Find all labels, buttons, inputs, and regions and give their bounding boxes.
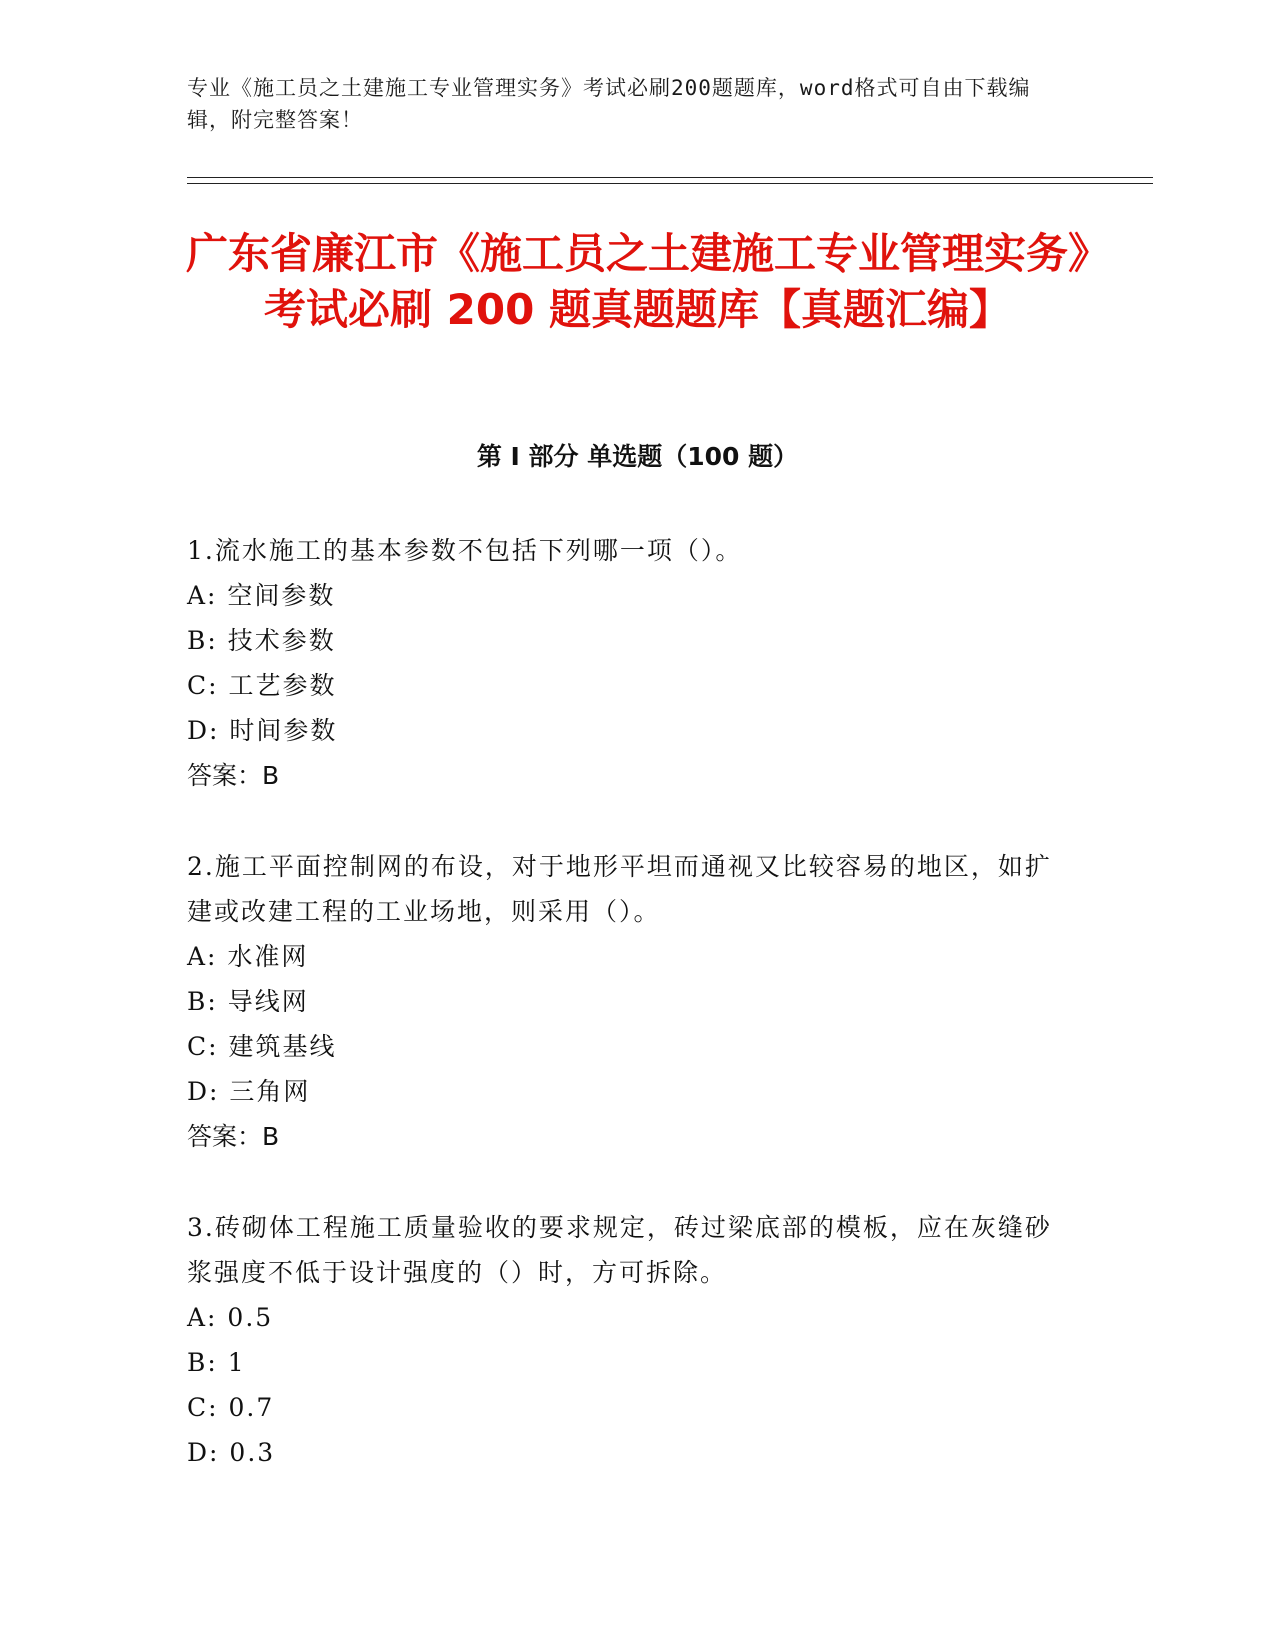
question-3 bbox=[187, 1205, 1067, 1475]
option-c: C: 建筑基线 bbox=[187, 1032, 337, 1061]
option-b: B: 1 bbox=[187, 1348, 246, 1377]
header-divider-bottom bbox=[187, 183, 1153, 184]
answer-line: 答案：B bbox=[187, 1122, 280, 1151]
question-stem: 3.砖砌体工程施工质量验收的要求规定，砖过梁底部的模板，应在灰缝砂浆强度不低于设计强度的（）时，方可拆除。 bbox=[187, 1213, 1052, 1287]
header-divider-top bbox=[187, 177, 1153, 178]
option-a: A: 水准网 bbox=[187, 942, 309, 971]
option-a: A: 空间参数 bbox=[187, 581, 336, 610]
answer-line: 答案：B bbox=[187, 761, 280, 790]
document-title: 广东省廉江市《施工员之土建施工专业管理实务》考试必刷 200 题真题题库【真题汇编】 bbox=[185, 229, 1089, 334]
option-c: C: 工艺参数 bbox=[187, 671, 337, 700]
option-b: B: 技术参数 bbox=[187, 626, 336, 655]
question-1 bbox=[187, 528, 1067, 798]
question-list bbox=[187, 528, 1067, 1521]
option-a: A: 0.5 bbox=[187, 1303, 274, 1332]
option-d: D: 时间参数 bbox=[187, 716, 338, 745]
header-note: 专业《施工员之土建施工专业管理实务》考试必刷200题题库，word格式可自由下载编辑，附完整答案！ bbox=[187, 76, 1031, 132]
question-2 bbox=[187, 844, 1067, 1159]
option-b: B: 导线网 bbox=[187, 987, 309, 1016]
option-d: D: 三角网 bbox=[187, 1077, 311, 1106]
question-stem: 2.施工平面控制网的布设，对于地形平坦而通视又比较容易的地区，如扩建或改建工程的工业场地，则采用（）。 bbox=[187, 852, 1052, 926]
question-stem: 1.流水施工的基本参数不包括下列哪一项（）。 bbox=[187, 536, 743, 565]
option-c: C: 0.7 bbox=[187, 1393, 275, 1422]
section-title: 第 I 部分 单选题（100 题） bbox=[476, 442, 799, 471]
option-d: D: 0.3 bbox=[187, 1438, 276, 1467]
